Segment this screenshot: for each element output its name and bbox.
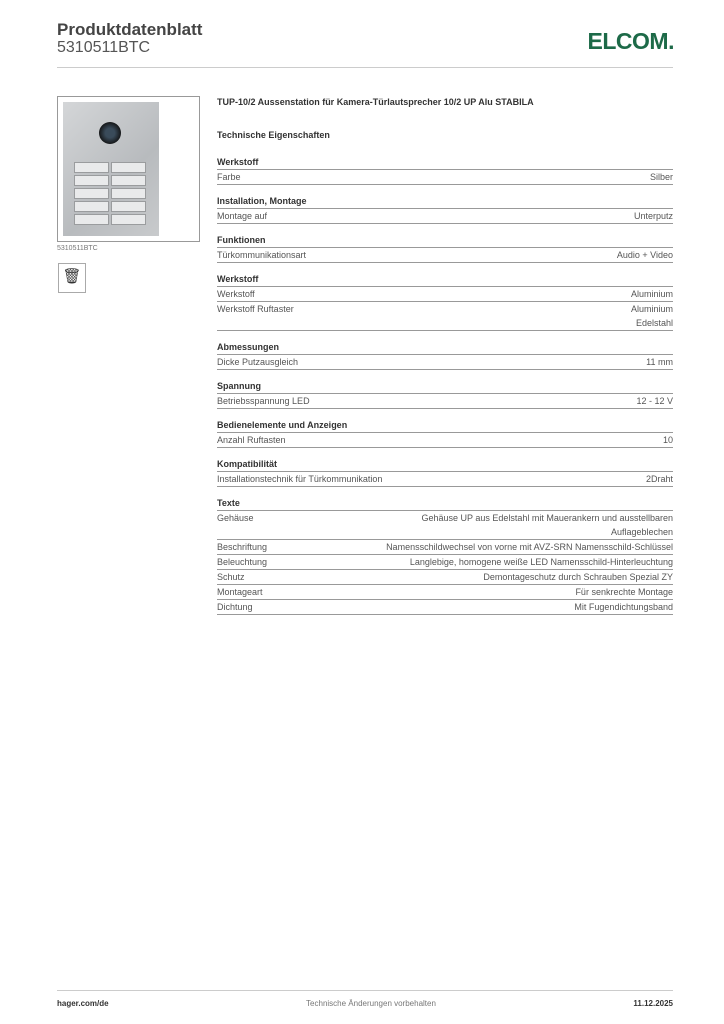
section-heading: Funktionen [217, 233, 673, 248]
spec-label: Montage auf [217, 211, 268, 221]
spec-value: Aluminium Edelstahl [630, 304, 673, 328]
section-heading: Abmessungen [217, 340, 673, 355]
spec-label: Werkstoff [217, 289, 255, 299]
section-heading: Bedienelemente und Anzeigen [217, 418, 673, 433]
spec-label: Werkstoff Ruftaster [217, 304, 294, 314]
section-heading: Werkstoff [217, 272, 673, 287]
spec-value: 2Draht [645, 474, 673, 484]
spec-row [217, 170, 673, 185]
spec-sections [217, 155, 673, 615]
spec-value: Gehäuse UP aus Edelstahl mit Mauerankern und ausstellbaren Auflageblechen [421, 513, 673, 537]
spec-row [217, 570, 673, 585]
spec-section [217, 155, 673, 185]
spec-label: Farbe [217, 172, 241, 182]
call-buttons [74, 162, 146, 225]
spec-value: Langlebige, homogene weiße LED Namensschild-Hinterleuchtung [409, 557, 673, 567]
spec-row [217, 511, 673, 540]
spec-value: 12 - 12 V [636, 396, 673, 406]
section-heading: Spannung [217, 379, 673, 394]
spec-row [217, 394, 673, 409]
product-image [57, 96, 200, 242]
spec-row [217, 555, 673, 570]
spec-value: Unterputz [633, 211, 673, 221]
section-heading: Werkstoff [217, 155, 673, 170]
spec-value: Namensschildwechsel von vorne mit AVZ-SRN Namensschild-Schlüssel [386, 542, 673, 552]
header-divider [57, 67, 673, 68]
spec-label: Dichtung [217, 602, 253, 612]
spec-row [217, 209, 673, 224]
spec-value: 11 mm [646, 357, 673, 367]
footer-disclaimer: Technische Änderungen vorbehalten [306, 999, 436, 1008]
crossed-bin-icon: 🗑 [58, 263, 86, 293]
spec-value: Silber [649, 172, 673, 182]
spec-label: Schutz [217, 572, 245, 582]
spec-value: Audio + Video [616, 250, 673, 260]
spec-value: Demontageschutz durch Schrauben Spezial ZY [483, 572, 673, 582]
spec-section [217, 194, 673, 224]
spec-row [217, 355, 673, 370]
spec-label: Montageart [217, 587, 263, 597]
spec-value: Für senkrechte Montage [575, 587, 673, 597]
elcom-logo: ELCOM. [587, 28, 674, 54]
spec-label: Beschriftung [217, 542, 268, 552]
door-station-panel [63, 102, 159, 236]
camera-icon [99, 122, 121, 144]
section-heading: Installation, Montage [217, 194, 673, 209]
footer [57, 990, 673, 1008]
spec-label: Türkommunikationsart [217, 250, 307, 260]
spec-row [217, 585, 673, 600]
spec-section [217, 340, 673, 370]
spec-value: Aluminium [630, 289, 673, 299]
product-code: 5310511BTC [57, 39, 151, 56]
section-heading: Texte [217, 496, 673, 511]
spec-row [217, 302, 673, 331]
spec-row [217, 248, 673, 263]
spec-row [217, 287, 673, 302]
spec-section [217, 272, 673, 331]
spec-section [217, 457, 673, 487]
product-title: TUP-10/2 Aussenstation für Kamera-Türlautsprecher 10/2 UP Alu STABILA [217, 97, 534, 107]
spec-section [217, 418, 673, 448]
spec-row [217, 540, 673, 555]
spec-label: Dicke Putzausgleich [217, 357, 299, 367]
footer-date: 11.12.2025 [633, 999, 673, 1008]
spec-row [217, 600, 673, 615]
spec-label: Anzahl Ruftasten [217, 435, 286, 445]
tech-heading: Technische Eigenschaften [217, 130, 330, 140]
spec-label: Gehäuse [217, 513, 254, 523]
section-heading: Kompatibilität [217, 457, 673, 472]
page-title: Produktdatenblatt [57, 20, 203, 39]
footer-website[interactable]: hager.com/de [57, 999, 109, 1008]
spec-label: Betriebsspannung LED [217, 396, 310, 406]
spec-label: Beleuchtung [217, 557, 268, 567]
spec-value: Mit Fugendichtungsband [574, 602, 673, 612]
image-caption: 5310511BTC [57, 245, 98, 252]
spec-row [217, 472, 673, 487]
spec-row [217, 433, 673, 448]
spec-section [217, 233, 673, 263]
spec-label: Installationstechnik für Türkommunikation [217, 474, 383, 484]
spec-section [217, 496, 673, 615]
spec-content [217, 96, 673, 615]
spec-value: 10 [662, 435, 673, 445]
spec-section [217, 379, 673, 409]
